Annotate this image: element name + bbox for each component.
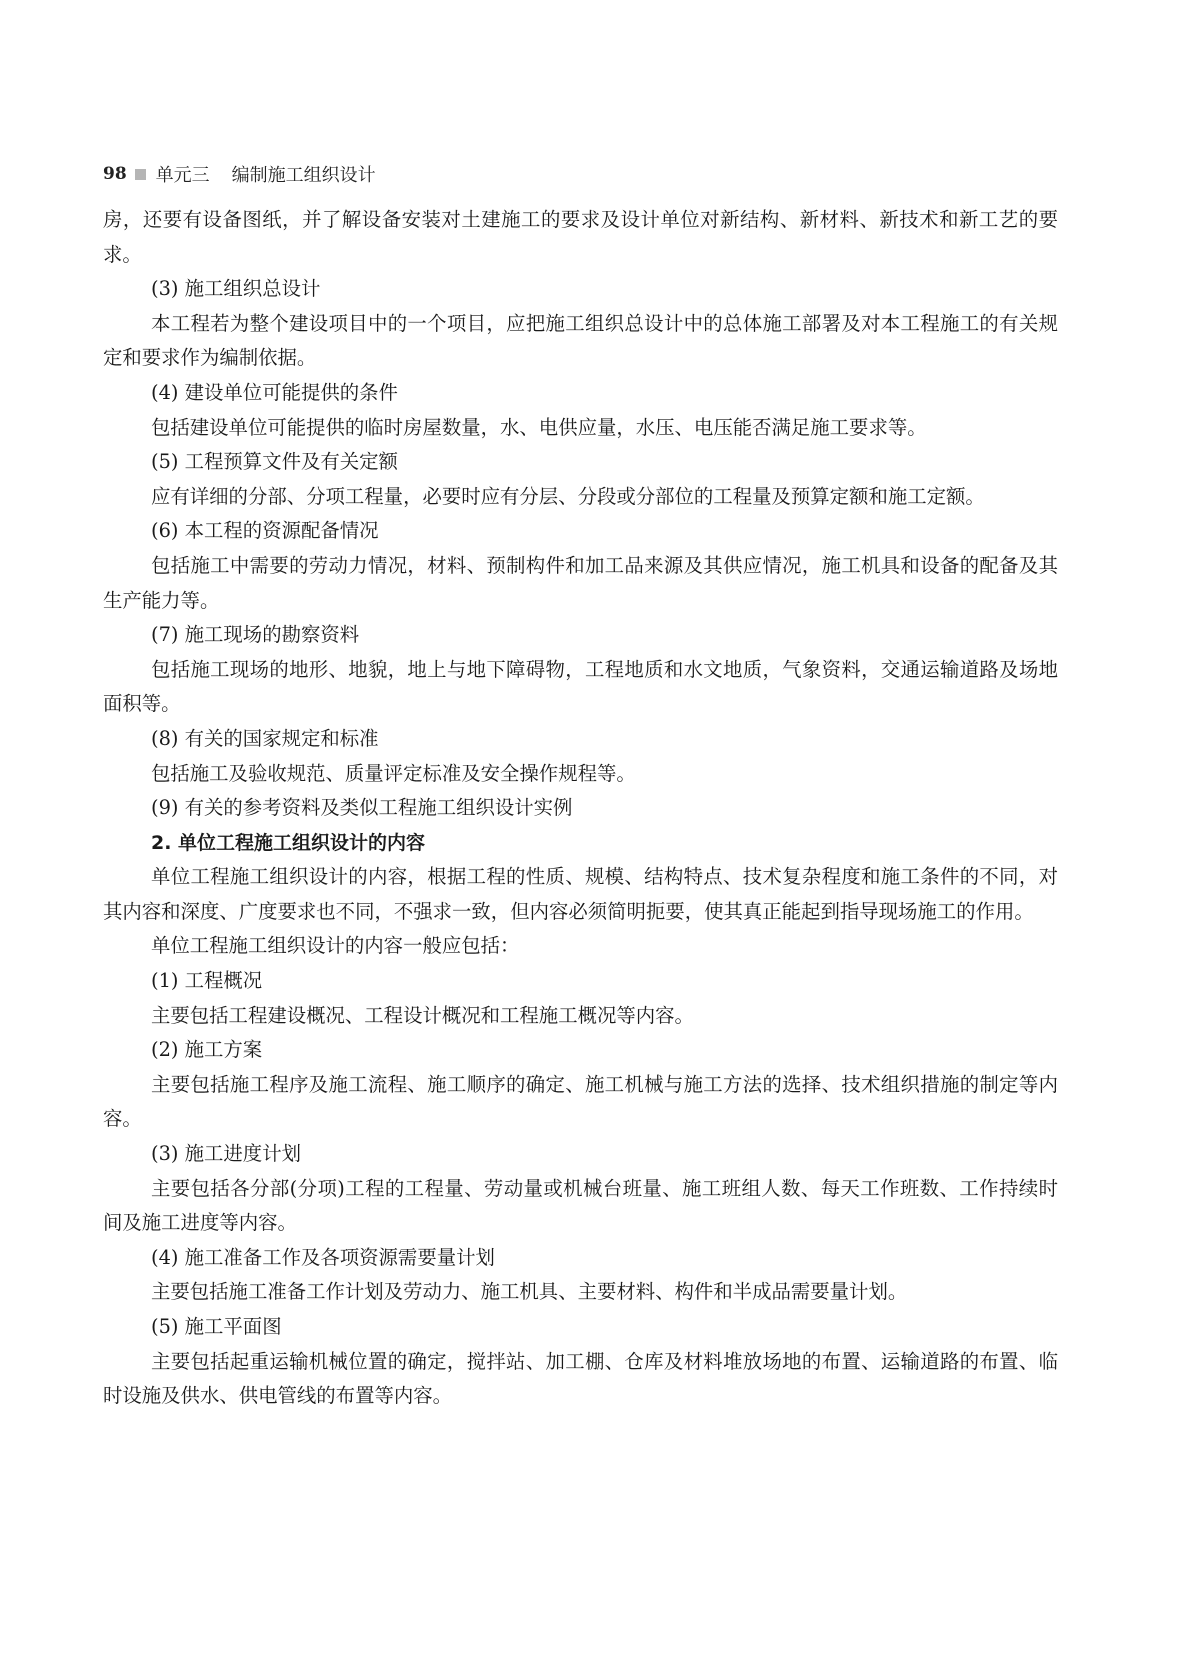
list-item-heading: (1) 工程概况	[151, 969, 263, 993]
list-item-heading: (8) 有关的国家规定和标准	[151, 726, 379, 750]
list-item-heading: (3) 施工组织总设计	[151, 277, 321, 301]
paragraph: 包括建设单位可能提供的临时房屋数量，水、电供应量，水压、电压能否满足施工要求等。	[151, 415, 927, 439]
paragraph: 本工程若为整个建设项目中的一个项目，应把施工组织总设计中的总体施工部署及对本工程施工的有关规定和要求作为编制依据。	[103, 311, 1058, 370]
unit-label: 单元三	[155, 165, 210, 186]
paragraph: 主要包括工程建设概况、工程设计概况和工程施工概况等内容。	[151, 1003, 694, 1027]
paragraph: 包括施工现场的地形、地貌，地上与地下障碍物，工程地质和水文地质，气象资料，交通运输道路及场地面积等。	[103, 657, 1058, 716]
paragraph: 主要包括施工准备工作计划及劳动力、施工机具、主要材料、构件和半成品需要量计划。	[151, 1280, 908, 1304]
list-item-heading: (5) 工程预算文件及有关定额	[151, 450, 398, 474]
square-bullet-icon	[135, 169, 146, 180]
paragraph: 单位工程施工组织设计的内容一般应包括：	[151, 934, 520, 958]
paragraph: 主要包括起重运输机械位置的确定，搅拌站、加工棚、仓库及材料堆放场地的布置、运输道路的布置、临时设施及供水、供电管线的布置等内容。	[103, 1349, 1058, 1408]
paragraph: 主要包括各分部(分项)工程的工程量、劳动量或机械台班量、施工班组人数、每天工作班数、工作持续时间及施工进度等内容。	[103, 1176, 1058, 1235]
paragraph: 主要包括施工程序及施工流程、施工顺序的确定、施工机械与施工方法的选择、技术组织措施的制定等内容。	[103, 1072, 1058, 1131]
chapter-title: 编制施工组织设计	[231, 165, 376, 186]
list-item-heading: (3) 施工进度计划	[151, 1142, 301, 1166]
list-item-heading: (5) 施工平面图	[151, 1315, 282, 1338]
paragraph: 单位工程施工组织设计的内容，根据工程的性质、规模、结构特点、技术复杂程度和施工条件的不同，对其内容和深度、广度要求也不同，不强求一致，但内容必须简明扼要，使其真正能起到指导现场施工的作用。	[103, 865, 1058, 923]
list-item-heading: (4) 施工准备工作及各项资源需要量计划	[151, 1245, 495, 1269]
list-item-heading: (9) 有关的参考资料及类似工程施工组织设计实例	[151, 796, 573, 820]
page-number: 98	[103, 164, 127, 184]
page-body	[103, 203, 1058, 1414]
section-heading: 2. 单位工程施工组织设计的内容	[151, 831, 426, 854]
list-item-heading: (6) 本工程的资源配备情况	[151, 519, 379, 543]
list-item-heading: (7) 施工现场的勘察资料	[151, 623, 360, 647]
paragraph: 包括施工中需要的劳动力情况，材料、预制构件和加工品来源及其供应情况，施工机具和设备的配备及其生产能力等。	[103, 553, 1058, 612]
running-header	[103, 162, 376, 186]
paragraph: 房，还要有设备图纸，并了解设备安装对土建施工的要求及设计单位对新结构、新材料、新技术和新工艺的要求。	[103, 208, 1058, 266]
list-item-heading: (2) 施工方案	[151, 1038, 263, 1062]
paragraph: 应有详细的分部、分项工程量，必要时应有分层、分段或分部位的工程量及预算定额和施工定额。	[151, 484, 985, 508]
paragraph: 包括施工及验收规范、质量评定标准及安全操作规程等。	[151, 761, 636, 785]
list-item-heading: (4) 建设单位可能提供的条件	[151, 380, 398, 404]
